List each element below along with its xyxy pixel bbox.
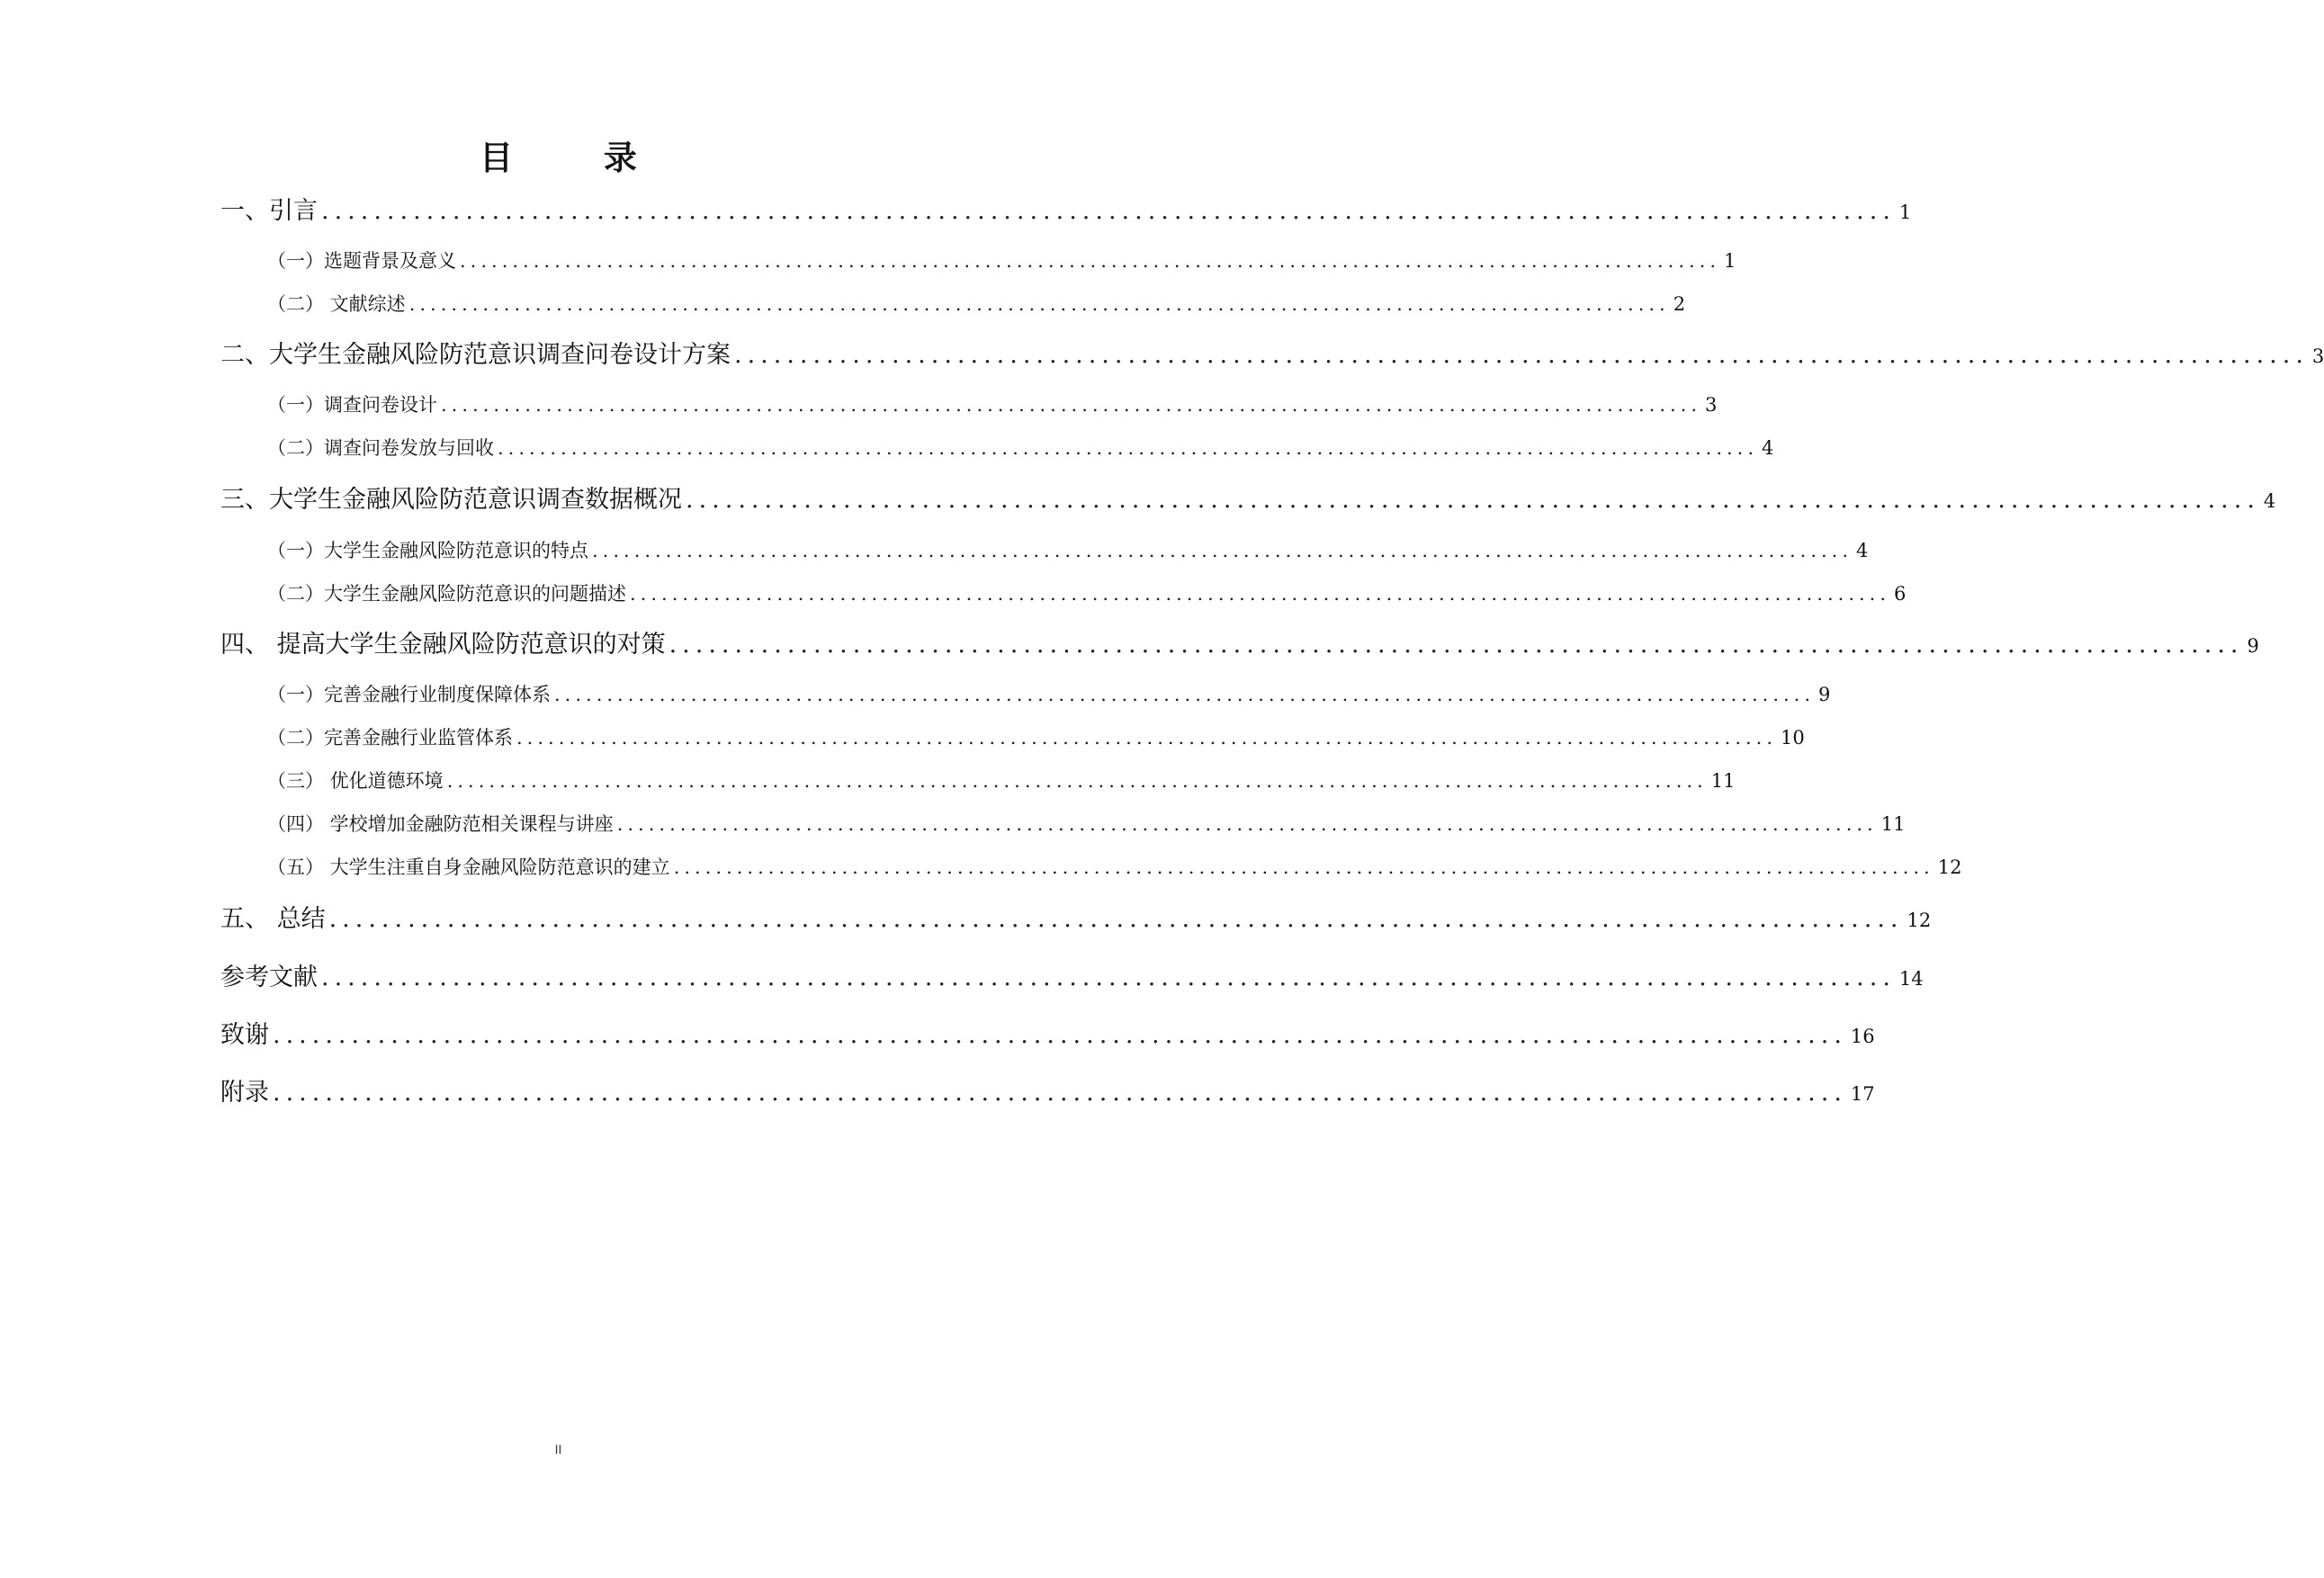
toc-entry-label: （三） 优化道德环境 xyxy=(267,770,444,792)
dot-leader: ........................................................................................................................ xyxy=(554,684,1816,705)
toc-entry-page: 10 xyxy=(1781,727,1805,749)
toc-entry-label: （四） 学校增加金融防范相关课程与讲座 xyxy=(267,813,614,835)
toc-entry[interactable] xyxy=(267,392,1718,417)
page-number: II xyxy=(554,1444,562,1457)
toc-entry-label: 致谢 xyxy=(220,1021,269,1049)
toc-entry-page: 11 xyxy=(1880,813,1906,835)
toc-entry-label: （二）完善金融行业监管体系 xyxy=(267,727,513,749)
dot-leader: ........................................................................................................................ xyxy=(668,631,2244,659)
dot-leader: ........................................................................................................................ xyxy=(328,905,1904,933)
toc-entry[interactable] xyxy=(267,811,1906,837)
dot-leader: ........................................................................................................................ xyxy=(408,293,1670,315)
toc-entry[interactable] xyxy=(267,725,1805,750)
toc-entry-label: （二）大学生金融风险防范意识的问题描述 xyxy=(267,583,626,605)
dot-leader: ........................................................................................................................ xyxy=(441,394,1702,416)
toc-entry[interactable] xyxy=(220,630,2259,661)
toc-entry-label: （二）调查问卷发放与回收 xyxy=(267,437,494,459)
toc-entry-page: 9 xyxy=(2247,635,2259,657)
toc-entry-page: 12 xyxy=(1907,910,1932,931)
toc-entry[interactable] xyxy=(267,768,1736,793)
toc-entry-label: 参考文献 xyxy=(220,964,318,991)
toc-entry[interactable] xyxy=(267,435,1774,461)
dot-leader: ........................................................................................................................ xyxy=(592,540,1853,561)
toc-entry-page: 3 xyxy=(1705,394,1718,416)
toc-entry-label: （一）选题背景及意义 xyxy=(267,250,456,272)
toc-entry-label: 四、 提高大学生金融风险防范意识的对策 xyxy=(220,631,666,659)
dot-leader: ........................................................................................................................ xyxy=(446,770,1708,792)
dot-leader: ........................................................................................................................ xyxy=(616,813,1878,835)
toc-entry-page: 3 xyxy=(2311,345,2324,367)
toc-entry[interactable] xyxy=(220,340,2324,372)
toc-entry[interactable] xyxy=(220,1020,1875,1052)
toc-entry[interactable] xyxy=(220,904,1932,936)
dot-leader: ........................................................................................................................ xyxy=(273,1021,1847,1049)
dot-leader: ........................................................................................................................ xyxy=(673,856,1934,878)
toc-entry-page: 4 xyxy=(2263,490,2276,512)
dot-leader: ........................................................................................................................ xyxy=(498,437,1759,459)
toc-entry-label: （二） 文献综述 xyxy=(267,293,406,315)
toc-entry-label: 一、引言 xyxy=(220,197,318,225)
toc-title: 目 录 xyxy=(480,138,677,177)
dot-leader: ........................................................................................................................ xyxy=(516,727,1778,749)
toc-entry-page: 4 xyxy=(1762,437,1774,459)
toc-entry-page: 4 xyxy=(1856,540,1869,561)
toc-entry[interactable] xyxy=(267,248,1736,273)
toc-entry[interactable] xyxy=(267,682,1831,707)
dot-leader: ........................................................................................................................ xyxy=(734,341,2309,369)
toc-entry[interactable] xyxy=(267,538,1869,563)
toc-entry-label: （一）完善金融行业制度保障体系 xyxy=(267,684,551,705)
toc-entry-page: 6 xyxy=(1894,583,1907,605)
dot-leader: ........................................................................................................................ xyxy=(321,197,1896,225)
toc-entry-label: 五、 总结 xyxy=(220,905,326,933)
dot-leader: ........................................................................................................................ xyxy=(686,486,2260,514)
toc-entry-page: 1 xyxy=(1724,250,1736,272)
toc-entry-page: 12 xyxy=(1937,856,1962,878)
toc-entry[interactable] xyxy=(220,1078,1875,1109)
toc-entry[interactable] xyxy=(267,855,1962,880)
toc-entry[interactable] xyxy=(220,485,2276,516)
dot-leader: ........................................................................................................................ xyxy=(630,583,1891,605)
dot-leader: ........................................................................................................................ xyxy=(460,250,1721,272)
toc-entry-page: 14 xyxy=(1898,968,1924,990)
toc-entry-label: 附录 xyxy=(220,1079,269,1107)
toc-entry-page: 16 xyxy=(1850,1026,1875,1047)
toc-entry-label: （一）大学生金融风险防范意识的特点 xyxy=(267,540,588,561)
dot-leader: ........................................................................................................................ xyxy=(321,964,1896,991)
toc-entry-page: 1 xyxy=(1898,202,1912,223)
toc-entry-page: 2 xyxy=(1673,293,1686,315)
toc-entry-label: 二、大学生金融风险防范意识调查问卷设计方案 xyxy=(220,341,731,369)
toc-entry-page: 9 xyxy=(1818,684,1831,705)
toc-entry-label: 三、大学生金融风险防范意识调查数据概况 xyxy=(220,486,682,514)
toc-entry-label: （一）调查问卷设计 xyxy=(267,394,437,416)
dot-leader: ........................................................................................................................ xyxy=(273,1079,1847,1107)
toc-entry-page: 17 xyxy=(1850,1083,1875,1105)
toc-entry[interactable] xyxy=(220,963,1924,994)
toc-entry[interactable] xyxy=(267,291,1686,317)
toc-entry[interactable] xyxy=(267,581,1907,606)
toc-entry-label: （五） 大学生注重自身金融风险防范意识的建立 xyxy=(267,856,670,878)
toc-entry-page: 11 xyxy=(1710,770,1736,792)
toc-entry[interactable] xyxy=(220,196,1912,228)
